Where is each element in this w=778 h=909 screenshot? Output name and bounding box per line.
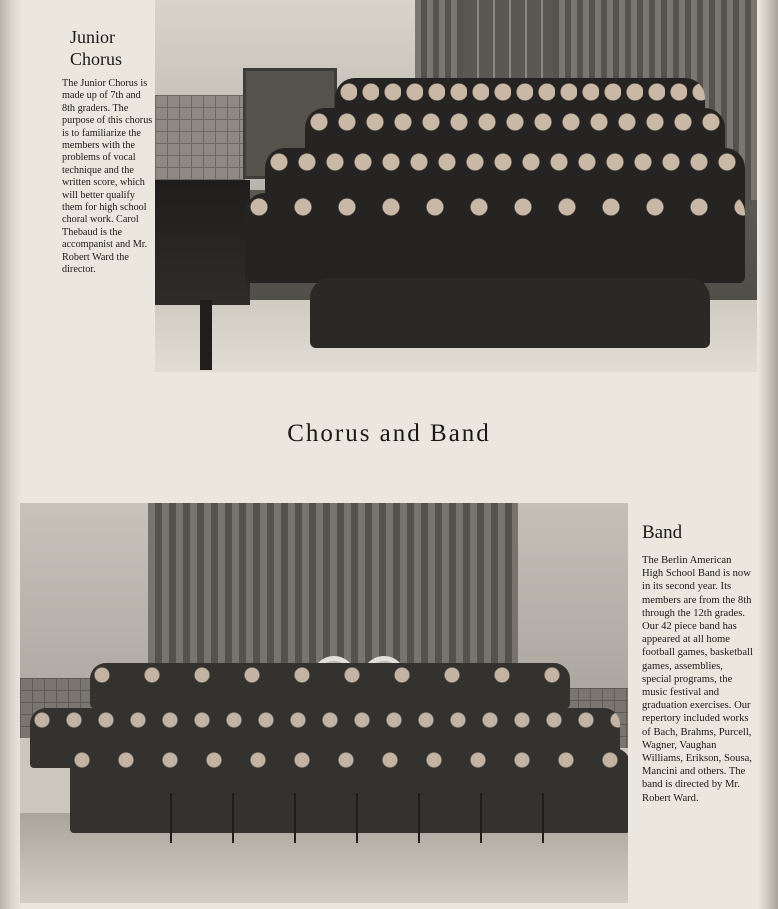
band-heading: Band	[642, 522, 683, 543]
band-body: The Berlin American High School Band is now in its second year. Its members are from the 8th through the 12th grades. Our 42 piece band has appeared at all home football games, basketball games, assemblies, special programs, the music festival and graduation exercises. Our repertory included works of Bach, Brahms, Purcell, Wagner, Vaughan Williams, Erikson, Sousa, Mancini and others. The band is directed by Mr. Robert Ward.	[642, 555, 753, 804]
band-caption	[642, 522, 754, 805]
junior-chorus-heading	[70, 26, 154, 70]
junior-chorus-caption	[62, 26, 154, 277]
section-title: Chorus and Band	[287, 420, 491, 447]
choir-group	[225, 78, 755, 358]
band-photo	[20, 503, 628, 903]
junior-chorus-photo	[155, 0, 757, 372]
junior-chorus-heading-line2: Chorus	[70, 49, 123, 69]
junior-chorus-heading-line1: Junior	[70, 27, 115, 47]
band-group	[30, 663, 620, 853]
junior-chorus-body: The Junior Chorus is made up of 7th and 8th graders. The purpose of this chorus is to familiarize the members with the problems of vocal technique and the written score, which will better qualify them for high school choral work. Carol Thebaud is the accompanist and Mr. Robert Ward the director.	[62, 78, 153, 276]
music-stands	[110, 793, 590, 843]
page-gutter-left	[0, 0, 22, 909]
page-gutter-right	[758, 0, 778, 909]
